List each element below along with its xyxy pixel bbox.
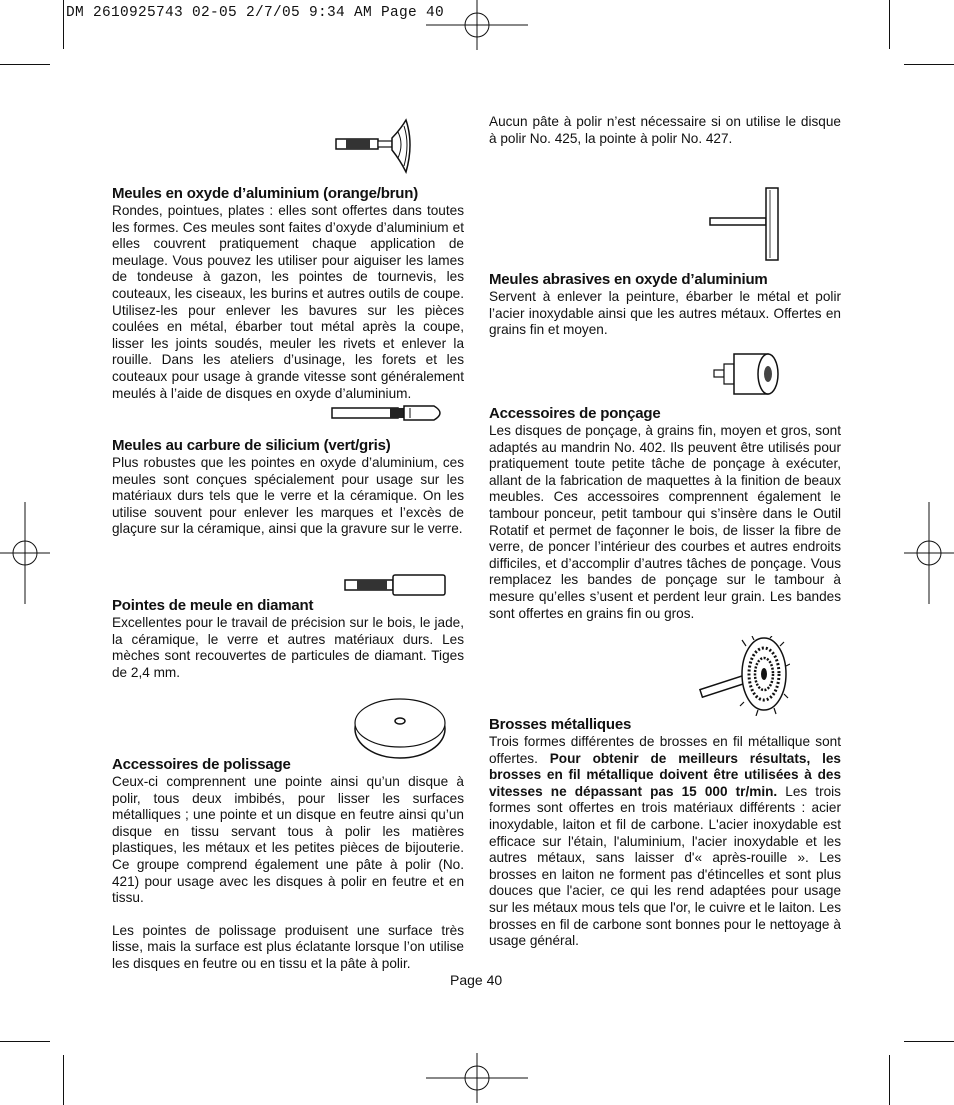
section-title: Brosses métalliques	[489, 716, 632, 733]
section-abrasive-wheels	[489, 271, 841, 339]
section-body: Ceux-ci comprennent une pointe ainsi qu’un disque à polir, tous deux imbibés, pour lisser les surfaces métalliques ; une pointe et un disque en feutre ainsi qu’un disque en tissu servant tous à polir les matières plastiques, les métaux et les petites pièces de bijouterie. Ce groupe comprend également une pâte à polir (No. 421) pour usage avec les disques à polir en feutre et en tissu.	[112, 774, 464, 906]
polishing-disc-icon	[352, 695, 448, 761]
section-body: Les disques de ponçage, à grains fin, moyen et gros, sont adaptés au mandrin No. 402. Ils peuvent être utilisés pour pratiquement toute petite tâche de ponçage à exécuter, allant de la fabrication de maquettes à la finition de beaux meubles. Ces accessoires comprennent également le tambour ponceur, petit tambour qui s’insère dans le Outil Rotatif et permet de façonner le bois, de lisser la fibre de verre, de poncer l’intérieur des courbes et autres endroits difficiles, et d’accomplir d’autres tâches de ponçage. Vous remplacez les bandes de ponçage sur le tambour à mesure qu’elles s’usent et perdent leur grain. Les bandes sont offertes en grains fin ou gros.	[489, 423, 841, 621]
section-polishing	[112, 756, 464, 973]
intro-text: Aucun pâte à polir n’est nécessaire si on utilise le disque à polir No. 425, la pointe à polir No. 427.	[489, 114, 841, 146]
registration-mark-right-icon	[904, 502, 954, 604]
abrasive-wheel-icon	[708, 186, 782, 262]
crop-mark-top-right-h	[904, 64, 954, 65]
crop-mark-bottom-right-v	[889, 1055, 890, 1105]
section-body: Plus robustes que les pointes en oxyde d’aluminium, ces meules sont conçues spécialement pour usage sur les matériaux durs tels que le verre et la céramique. On les utilise souvent pour enlever les marques et l’excès de glaçure sur la céramique, ainsi que la gravure sur le verre.	[112, 455, 464, 537]
section-title: Meules abrasives en oxyde d’aluminium	[489, 271, 768, 288]
section-title: Accessoires de polissage	[112, 756, 291, 773]
body-rest: Les trois formes sont offertes en trois matériaux différents : acier inoxydable, laiton et fil de carbone. L'acier inoxydable est efficace sur l'étain, l'aluminium, l'acier inoxydable et les autres métaux, sans laisser d'« après-rouille ». Les brosses en laiton ne forment pas d'étincelles et sont plus douces que l'acier, ce qui les rend adaptées pour usage sur les métaux mous tels que l'or, le cuivre et le laiton. Les brosses en fil de carbone sont bonnes pour le nettoyage à usage général.	[489, 783, 841, 949]
wire-brush-icon	[698, 636, 790, 716]
diamond-point-icon	[343, 572, 449, 598]
section-diamond-points	[112, 597, 464, 681]
section-title: Pointes de meule en diamant	[112, 597, 314, 614]
section-body: Rondes, pointues, plates : elles sont offertes dans toutes les formes. Ces meules sont faites d’oxyde d’aluminium et elles couvrent pratiquement chaque application de meulage. Vous pouvez les utiliser pour aiguiser les lames de tondeuse à gazon, les pointes de tournevis, les couteaux, les ciseaux, les burins et autres outils de coupe. Utilisez-les pour enlever les bavures sur les pièces coulées en métal, ébarber tout métal après la coupe, lisser les joints soudés, meuler les rivets et enlever la rouille. Dans les ateliers d’usinage, les forets et les couteaux pour usage à grande vitesse sont généralement meulés à l’aide de disques en oxyde d’aluminium.	[112, 203, 464, 401]
crop-mark-bottom-left-v	[63, 1055, 64, 1105]
page-number: Page 40	[450, 972, 503, 988]
crop-mark-top-left-h	[0, 64, 50, 65]
registration-mark-left-icon	[0, 502, 50, 604]
sanding-drum-icon	[712, 348, 784, 400]
body-intro: Trois formes différentes de brosses en fil métallique sont offertes.	[489, 734, 841, 766]
crop-mark-bottom-right-h	[904, 1041, 954, 1042]
speed-warning: Pour obtenir de meilleurs résultats, les brosses en fil métallique doivent être utilisées à des vitesses ne dépassant pas 15 000 tr/min.	[489, 750, 841, 799]
section-sanding	[489, 405, 841, 622]
section-title: Meules en oxyde d’aluminium (orange/brun)	[112, 185, 419, 202]
polishing-compound-note	[489, 114, 841, 147]
print-slug-header: DM 2610925743 02-05 2/7/05 9:34 AM Page 40	[66, 5, 445, 21]
section-body-2: Les pointes de polissage produisent une surface très lisse, mais la surface est plus éclatante lorsque l’on utilise les disques en feutre ou en tissu et la pâte à polir.	[112, 922, 464, 971]
crop-mark-bottom-left-h	[0, 1041, 50, 1042]
aluminium-oxide-point-icon	[334, 116, 418, 176]
section-body: Servent à enlever la peinture, ébarber le métal et polir l’acier inoxydable ainsi que les autres métaux. Offertes en grains fin et moyen.	[489, 289, 841, 338]
section-title: Accessoires de ponçage	[489, 405, 661, 422]
section-silicon-carbide	[112, 437, 464, 538]
section-wire-brushes	[489, 716, 841, 950]
section-title: Meules au carbure de silicium (vert/gris)	[112, 437, 391, 454]
crop-mark-top-left-v	[63, 0, 64, 49]
section-body: Excellentes pour le travail de précision sur le bois, le jade, la céramique, le verre et autres matériaux durs. Les mèches sont recouvertes de particules de diamant. Tiges de 2,4 mm.	[112, 615, 464, 680]
registration-mark-bottom-icon	[426, 1053, 528, 1103]
section-body	[489, 734, 841, 950]
crop-mark-top-right-v	[889, 0, 890, 49]
section-aluminium-oxide	[112, 185, 464, 402]
silicon-carbide-point-icon	[330, 402, 448, 424]
